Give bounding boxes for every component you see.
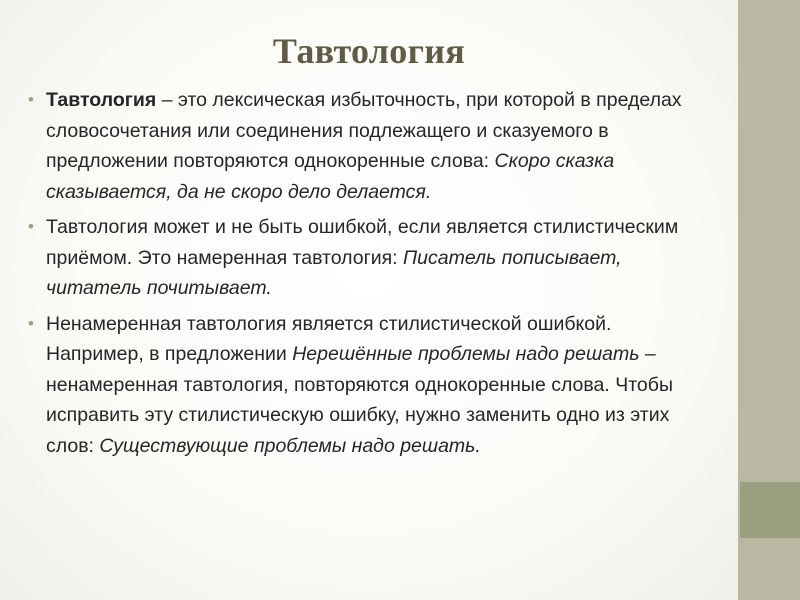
bullet-marker: • — [28, 313, 34, 333]
term-bold: Тавтология — [46, 89, 157, 111]
slide-title: Тавтология — [272, 31, 466, 71]
example-italic: Скоро сказка сказывается, да не скоро дело делается. — [46, 150, 615, 203]
bullet-list — [26, 85, 694, 466]
example-italic: Существующие проблемы надо решать. — [99, 434, 481, 457]
bullet-item-intentional — [26, 212, 694, 304]
bullet-text: Тавтология может и не быть ошибкой, если является стилистическим приёмом. Это намеренная тавтология: — [46, 216, 679, 269]
sidebar-accent-block — [740, 482, 800, 538]
bullet-text: – это лексическая избыточность, при которой в пределах словосочетания или соединения подлежащего и сказуемого в предложении повторяются однокоренные слова: — [46, 89, 682, 172]
bullet-marker: • — [28, 217, 34, 236]
example-italic: Писатель пописывает, читатель почитывает. — [46, 246, 622, 299]
example-italic: Нерешённые проблемы надо решать — [292, 343, 640, 365]
bullet-text: – ненамеренная тавтология, повторяются однокоренные слова. Чтобы исправить эту стилистическую ошибку, нужно заменить одно из этих слов: — [46, 343, 673, 457]
bullet-marker: • — [28, 90, 34, 109]
bullet-item-unintentional — [26, 309, 694, 462]
bullet-text: Ненамеренная тавтология является стилистической ошибкой. Например, в предложении — [46, 312, 612, 365]
bullet-item-definition — [26, 85, 694, 207]
